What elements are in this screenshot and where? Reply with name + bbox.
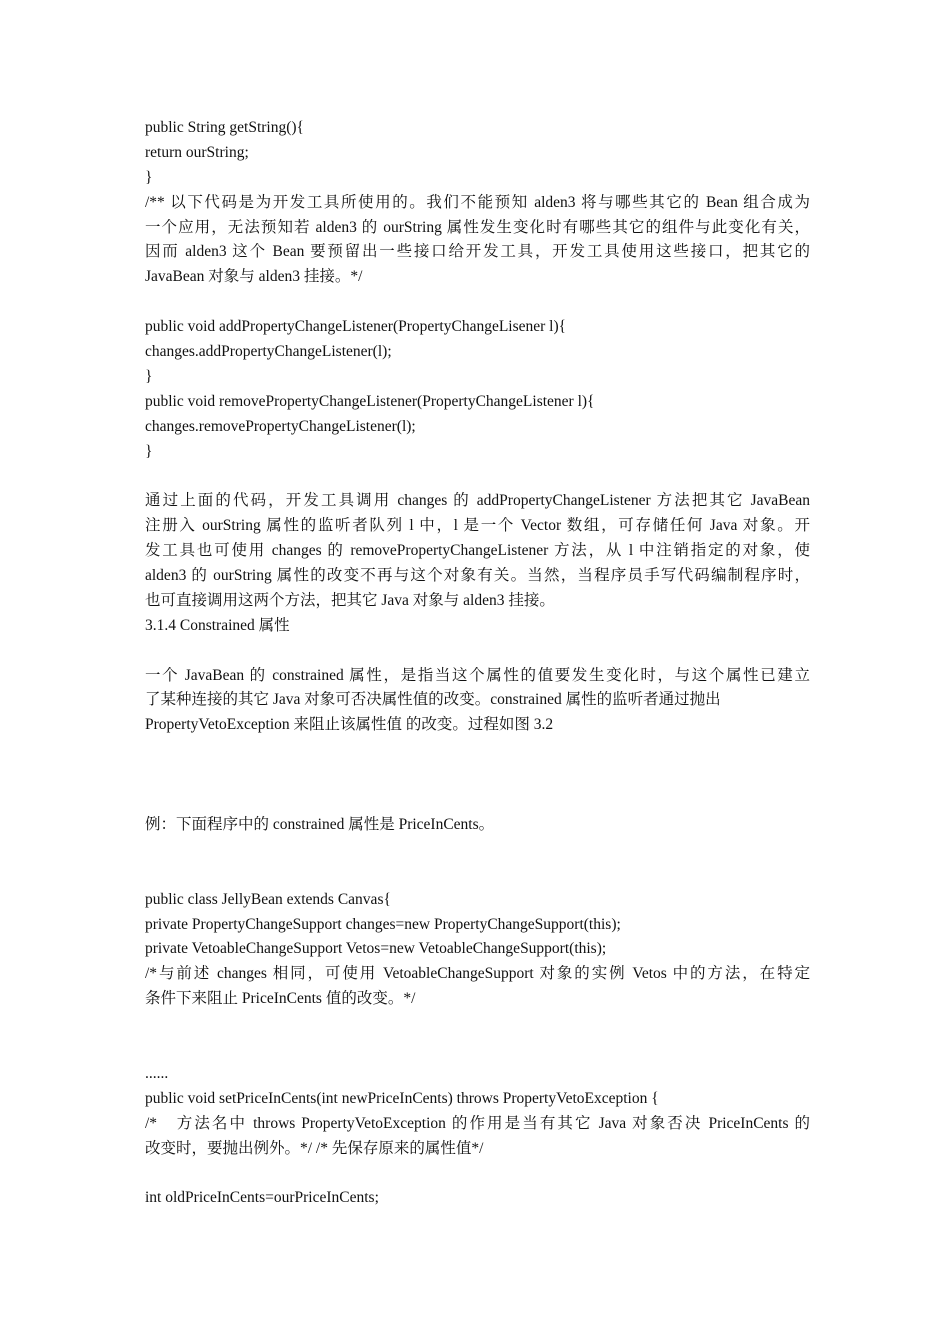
blank-line — [145, 838, 810, 863]
blank-line — [145, 863, 810, 888]
blank-line — [145, 290, 810, 315]
text-line: 注册入 ourString 属性的监听者队列 l 中，l 是一个 Vector 数组，可存储任何 Java 对象。开 — [145, 517, 810, 535]
text-line: } — [145, 168, 153, 186]
text-line: 一个 JavaBean 的 constrained 属性，是指当这个属性的值要发生变化时，与这个属性已建立 — [145, 666, 810, 684]
text-line: return ourString; — [145, 143, 249, 161]
text-line: changes.addPropertyChangeListener(l); — [145, 343, 392, 361]
text-line: private VetoableChangeSupport Vetos=new VetoableChangeSupport(this); — [145, 940, 607, 958]
text-line: 了某种连接的其它 Java 对象可否决属性值的改变。constrained 属性的监听者通过抛出 — [145, 691, 721, 709]
text-line: } — [145, 367, 153, 385]
text-line: public String getString(){ — [145, 119, 304, 136]
document-body — [145, 116, 810, 1211]
text-line: int oldPriceInCents=ourPriceInCents; — [145, 1189, 379, 1207]
blank-line — [145, 763, 810, 788]
text-line: 通过上面的代码，开发工具调用 changes 的 addPropertyChangeListener 方法把其它 JavaBean — [145, 492, 810, 510]
text-line: changes.removePropertyChangeListener(l); — [145, 417, 416, 435]
blank-line — [145, 464, 810, 489]
text-line: } — [145, 442, 153, 460]
blank-line — [145, 639, 810, 664]
text-line: /** 以下代码是为开发工具所使用的。我们不能预知 alden3 将与哪些其它的 Bean 组合成为 — [145, 193, 810, 211]
text-line: private PropertyChangeSupport changes=new PropertyChangeSupport(this); — [145, 915, 621, 933]
text-line: alden3 的 ourString 属性的改变不再与这个对象有关。当然，当程序员手写代码编制程序时， — [145, 567, 810, 585]
text-line: 因而 alden3 这个 Bean 要预留出一些接口给开发工具，开发工具使用这些接口，把其它的 — [145, 243, 810, 261]
blank-line — [145, 1037, 810, 1062]
blank-line — [145, 1161, 810, 1186]
text-line: 条件下来阻止 PriceInCents 值的改变。*/ — [145, 990, 416, 1008]
text-line: ...... — [145, 1064, 169, 1082]
blank-line — [145, 788, 810, 813]
text-line: 发工具也可使用 changes 的 removePropertyChangeListener 方法，从 l 中注销指定的对象，使 — [145, 542, 810, 560]
text-line: 改变时，要抛出例外。*/ /* 先保存原来的属性值*/ — [145, 1139, 484, 1157]
blank-line — [145, 1012, 810, 1037]
text-line: 例：下面程序中的 constrained 属性是 PriceInCents。 — [145, 815, 495, 833]
text-line: PropertyVetoException 来阻止该属性值 的改变。过程如图 3.2 — [145, 716, 554, 734]
blank-line — [145, 738, 810, 763]
text-line: public class JellyBean extends Canvas{ — [145, 890, 391, 908]
text-line: 3.1.4 Constrained 属性 — [145, 616, 290, 634]
text-line: JavaBean 对象与 alden3 挂接。*/ — [145, 268, 363, 286]
text-line: /*与前述 changes 相同，可使用 VetoableChangeSupport 对象的实例 Vetos 中的方法，在特定 — [145, 965, 810, 983]
text-line: public void removePropertyChangeListener(PropertyChangeListener l){ — [145, 392, 595, 410]
text-line: public void setPriceInCents(int newPriceInCents) throws PropertyVetoException { — [145, 1089, 659, 1107]
text-line: 也可直接调用这两个方法，把其它 Java 对象与 alden3 挂接。 — [145, 591, 555, 609]
text-line: public void addPropertyChangeListener(PropertyChangeLisener l){ — [145, 318, 567, 336]
text-line: 一个应用，无法预知若 alden3 的 ourString 属性发生变化时有哪些其它的组件与此变化有关， — [145, 218, 810, 236]
text-line: /* 方法名中 throws PropertyVetoException 的作用是当有其它 Java 对象否决 PriceInCents 的 — [145, 1114, 810, 1132]
